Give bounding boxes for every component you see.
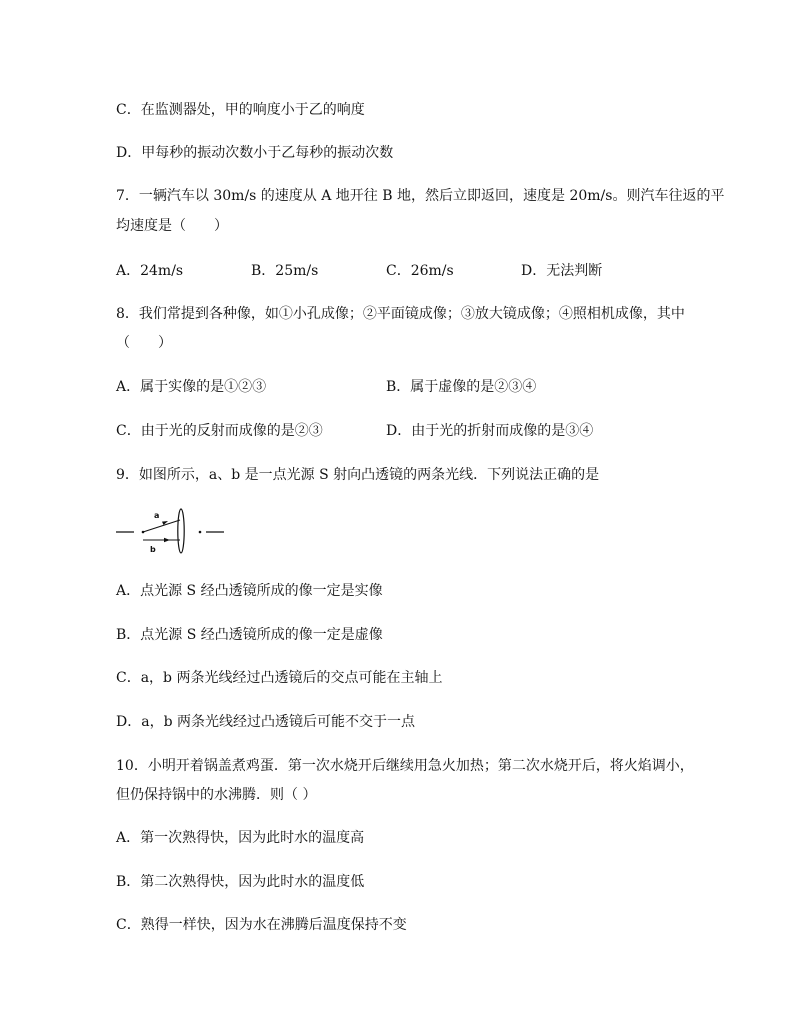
q6-option-d: D．甲每秒的振动次数小于乙每秒的振动次数 [116,145,394,161]
q10-option-b: B．第二次熟得快，因为此时水的温度低 [116,874,365,890]
q7-stem-line1: 7．一辆汽车以 30m/s 的速度从 A 地开往 B 地，然后立即返回，速度是 20m/s。则汽车往返的平 [116,188,725,204]
q10-option-c: C．熟得一样快，因为水在沸腾后温度保持不变 [116,917,407,933]
q7-option-a: A．24m/s [116,263,184,279]
ray-a-line [143,520,180,532]
q8-stem-line2: （ ） [116,335,172,351]
q7-stem-line2: 均速度是（ ） [116,218,228,234]
q7-option-b: B．25m/s [251,263,319,279]
q10-stem-line1: 10．小明开着锅盖煮鸡蛋．第一次水烧开后继续用急火加热；第二次水烧开后，将火焰调小， [116,758,694,774]
q8-option-a: A．属于实像的是①②③ [116,379,267,395]
ray-a-label: a [154,511,160,520]
q9-option-a: A．点光源 S 经凸透镜所成的像一定是实像 [116,583,383,599]
ray-b-label: b [150,545,156,554]
convex-lens [178,509,184,553]
focal-point-dot [199,531,202,534]
q7-option-d: D．无法判断 [521,263,603,279]
q7-option-c: C．26m/s [386,263,454,279]
q8-option-d: D．由于光的折射而成像的是③④ [386,423,594,439]
q8-option-c: C．由于光的反射而成像的是②③ [116,423,323,439]
q9-option-c: C．a，b 两条光线经过凸透镜后的交点可能在主轴上 [116,670,443,686]
q8-option-b: B．属于虚像的是②③④ [386,379,537,395]
q9-option-b: B．点光源 S 经凸透镜所成的像一定是虚像 [116,627,383,643]
convex-lens-diagram [116,506,226,554]
q6-option-c: C．在监测器处，甲的响度小于乙的响度 [116,102,365,118]
q10-stem-line2: 但仍保持锅中的水沸腾．则（ ） [116,787,317,803]
ray-b-arrow-icon [164,538,170,542]
q8-stem-line1: 8．我们常提到各种像，如①小孔成像；②平面镜成像；③放大镜成像；④照相机成像，其中 [116,306,685,322]
q9-stem: 9．如图所示，a、b 是一点光源 S 射向凸透镜的两条光线．下列说法正确的是 [116,467,600,483]
q10-option-a: A．第一次熟得快，因为此时水的温度高 [116,830,365,846]
q9-option-d: D．a，b 两条光线经过凸透镜后可能不交于一点 [116,714,415,730]
